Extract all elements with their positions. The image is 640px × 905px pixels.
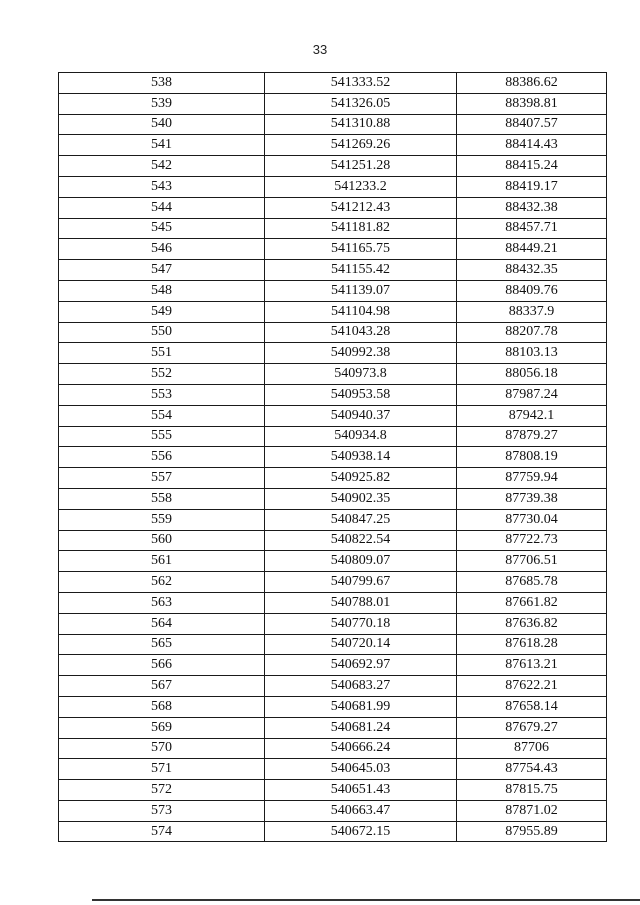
table-row (59, 738, 607, 759)
point-number-cell: 541 (59, 135, 265, 156)
y-coordinate-cell: 87739.38 (457, 488, 607, 509)
table-row (59, 551, 607, 572)
x-coordinate-cell: 540720.14 (265, 634, 457, 655)
point-number-cell: 563 (59, 592, 265, 613)
x-coordinate-cell: 540672.15 (265, 821, 457, 842)
table-row (59, 676, 607, 697)
y-coordinate-cell: 88337.9 (457, 301, 607, 322)
y-coordinate-cell: 87706.51 (457, 551, 607, 572)
y-coordinate-cell: 87754.43 (457, 759, 607, 780)
point-number-cell: 544 (59, 197, 265, 218)
table-row (59, 488, 607, 509)
y-coordinate-cell: 88207.78 (457, 322, 607, 343)
y-coordinate-cell: 87722.73 (457, 530, 607, 551)
x-coordinate-cell: 540666.24 (265, 738, 457, 759)
point-number-cell: 540 (59, 114, 265, 135)
table-row (59, 135, 607, 156)
x-coordinate-cell: 540992.38 (265, 343, 457, 364)
table-row (59, 405, 607, 426)
point-number-cell: 561 (59, 551, 265, 572)
x-coordinate-cell: 540822.54 (265, 530, 457, 551)
point-number-cell: 546 (59, 239, 265, 260)
x-coordinate-cell: 541233.2 (265, 176, 457, 197)
x-coordinate-cell: 541212.43 (265, 197, 457, 218)
x-coordinate-cell: 540934.8 (265, 426, 457, 447)
y-coordinate-cell: 87955.89 (457, 821, 607, 842)
table-row (59, 322, 607, 343)
x-coordinate-cell: 540683.27 (265, 676, 457, 697)
y-coordinate-cell: 87658.14 (457, 696, 607, 717)
table-row (59, 447, 607, 468)
table-row (59, 759, 607, 780)
x-coordinate-cell: 541104.98 (265, 301, 457, 322)
y-coordinate-cell: 87759.94 (457, 468, 607, 489)
x-coordinate-cell: 540770.18 (265, 613, 457, 634)
point-number-cell: 567 (59, 676, 265, 697)
point-number-cell: 565 (59, 634, 265, 655)
table-row (59, 468, 607, 489)
x-coordinate-cell: 540938.14 (265, 447, 457, 468)
table-row (59, 426, 607, 447)
page-number: 33 (312, 42, 328, 57)
point-number-cell: 545 (59, 218, 265, 239)
point-number-cell: 566 (59, 655, 265, 676)
point-number-cell: 548 (59, 280, 265, 301)
point-number-cell: 543 (59, 176, 265, 197)
table-row (59, 821, 607, 842)
table-row (59, 114, 607, 135)
x-coordinate-cell: 540681.99 (265, 696, 457, 717)
table-row (59, 655, 607, 676)
y-coordinate-cell: 88415.24 (457, 156, 607, 177)
point-number-cell: 569 (59, 717, 265, 738)
table-row (59, 800, 607, 821)
table-row (59, 156, 607, 177)
y-coordinate-cell: 87987.24 (457, 384, 607, 405)
x-coordinate-cell: 541043.28 (265, 322, 457, 343)
table-row (59, 696, 607, 717)
point-number-cell: 557 (59, 468, 265, 489)
table-row (59, 364, 607, 385)
point-number-cell: 564 (59, 613, 265, 634)
point-number-cell: 562 (59, 572, 265, 593)
table-row (59, 239, 607, 260)
y-coordinate-cell: 88398.81 (457, 93, 607, 114)
table-row (59, 780, 607, 801)
x-coordinate-cell: 540788.01 (265, 592, 457, 613)
y-coordinate-cell: 88449.21 (457, 239, 607, 260)
table-row (59, 176, 607, 197)
point-number-cell: 539 (59, 93, 265, 114)
y-coordinate-cell: 87815.75 (457, 780, 607, 801)
x-coordinate-cell: 540681.24 (265, 717, 457, 738)
y-coordinate-cell: 87618.28 (457, 634, 607, 655)
point-number-cell: 542 (59, 156, 265, 177)
y-coordinate-cell: 87871.02 (457, 800, 607, 821)
x-coordinate-cell: 541333.52 (265, 73, 457, 94)
table-row (59, 592, 607, 613)
y-coordinate-cell: 88386.62 (457, 73, 607, 94)
x-coordinate-cell: 540799.67 (265, 572, 457, 593)
table-row (59, 384, 607, 405)
table-row (59, 634, 607, 655)
table-row (59, 509, 607, 530)
table-row (59, 717, 607, 738)
point-number-cell: 547 (59, 260, 265, 281)
x-coordinate-cell: 540645.03 (265, 759, 457, 780)
point-number-cell: 554 (59, 405, 265, 426)
y-coordinate-cell: 87685.78 (457, 572, 607, 593)
table-row (59, 613, 607, 634)
y-coordinate-cell: 87730.04 (457, 509, 607, 530)
x-coordinate-cell: 541269.26 (265, 135, 457, 156)
point-number-cell: 553 (59, 384, 265, 405)
y-coordinate-cell: 88103.13 (457, 343, 607, 364)
y-coordinate-cell: 87613.21 (457, 655, 607, 676)
y-coordinate-cell: 87879.27 (457, 426, 607, 447)
x-coordinate-cell: 540973.8 (265, 364, 457, 385)
table-row (59, 530, 607, 551)
bottom-scan-edge (92, 899, 640, 901)
y-coordinate-cell: 87808.19 (457, 447, 607, 468)
y-coordinate-cell: 88409.76 (457, 280, 607, 301)
point-number-cell: 570 (59, 738, 265, 759)
x-coordinate-cell: 540692.97 (265, 655, 457, 676)
y-coordinate-cell: 87622.21 (457, 676, 607, 697)
table-row (59, 280, 607, 301)
point-number-cell: 556 (59, 447, 265, 468)
table-row (59, 73, 607, 94)
x-coordinate-cell: 541165.75 (265, 239, 457, 260)
y-coordinate-cell: 87679.27 (457, 717, 607, 738)
y-coordinate-cell: 88432.35 (457, 260, 607, 281)
x-coordinate-cell: 540847.25 (265, 509, 457, 530)
x-coordinate-cell: 540809.07 (265, 551, 457, 572)
point-number-cell: 568 (59, 696, 265, 717)
table-row (59, 301, 607, 322)
table-row (59, 197, 607, 218)
x-coordinate-cell: 541181.82 (265, 218, 457, 239)
x-coordinate-cell: 541326.05 (265, 93, 457, 114)
point-number-cell: 550 (59, 322, 265, 343)
point-number-cell: 573 (59, 800, 265, 821)
y-coordinate-cell: 87706 (457, 738, 607, 759)
point-number-cell: 574 (59, 821, 265, 842)
table-row (59, 572, 607, 593)
x-coordinate-cell: 540940.37 (265, 405, 457, 426)
y-coordinate-cell: 87942.1 (457, 405, 607, 426)
x-coordinate-cell: 541251.28 (265, 156, 457, 177)
table-row (59, 218, 607, 239)
x-coordinate-cell: 541139.07 (265, 280, 457, 301)
x-coordinate-cell: 540925.82 (265, 468, 457, 489)
coordinates-table (58, 72, 607, 842)
x-coordinate-cell: 540953.58 (265, 384, 457, 405)
y-coordinate-cell: 88407.57 (457, 114, 607, 135)
x-coordinate-cell: 541155.42 (265, 260, 457, 281)
y-coordinate-cell: 88419.17 (457, 176, 607, 197)
x-coordinate-cell: 540663.47 (265, 800, 457, 821)
y-coordinate-cell: 88414.43 (457, 135, 607, 156)
y-coordinate-cell: 88056.18 (457, 364, 607, 385)
point-number-cell: 551 (59, 343, 265, 364)
y-coordinate-cell: 88432.38 (457, 197, 607, 218)
point-number-cell: 555 (59, 426, 265, 447)
point-number-cell: 558 (59, 488, 265, 509)
table-row (59, 343, 607, 364)
point-number-cell: 549 (59, 301, 265, 322)
point-number-cell: 559 (59, 509, 265, 530)
x-coordinate-cell: 540651.43 (265, 780, 457, 801)
x-coordinate-cell: 540902.35 (265, 488, 457, 509)
point-number-cell: 560 (59, 530, 265, 551)
x-coordinate-cell: 541310.88 (265, 114, 457, 135)
point-number-cell: 572 (59, 780, 265, 801)
table-row (59, 260, 607, 281)
y-coordinate-cell: 87661.82 (457, 592, 607, 613)
coordinates-table-body (59, 73, 607, 842)
y-coordinate-cell: 87636.82 (457, 613, 607, 634)
point-number-cell: 552 (59, 364, 265, 385)
table-row (59, 93, 607, 114)
point-number-cell: 538 (59, 73, 265, 94)
point-number-cell: 571 (59, 759, 265, 780)
y-coordinate-cell: 88457.71 (457, 218, 607, 239)
